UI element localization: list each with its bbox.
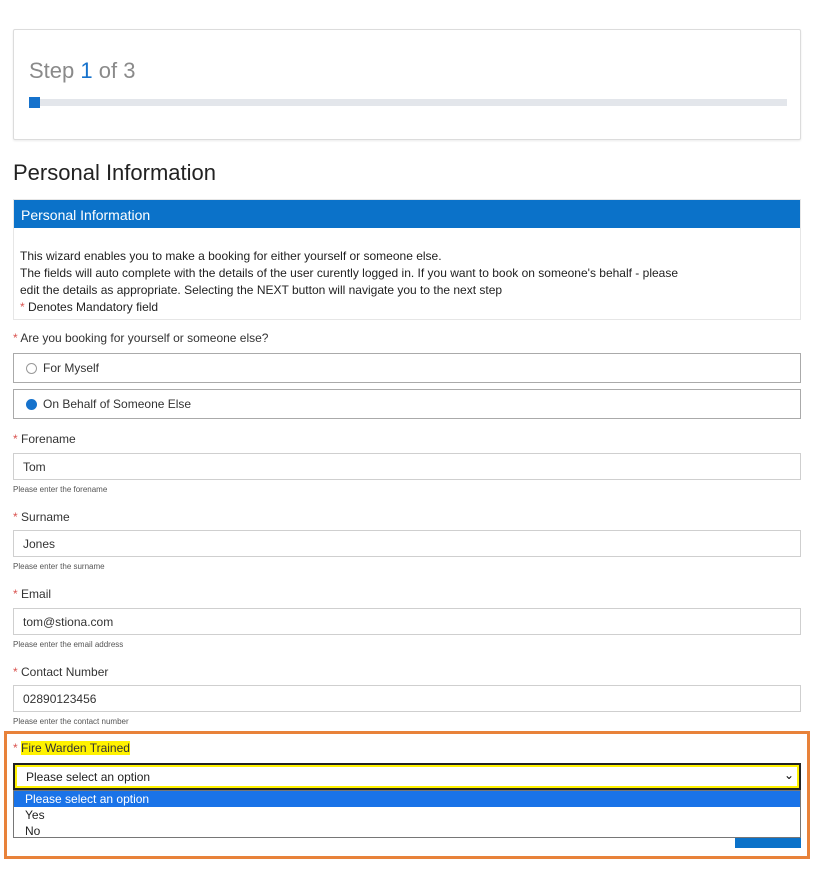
panel-body xyxy=(14,228,800,316)
contact-label-text: Contact Number xyxy=(21,665,109,679)
fire-warden-label xyxy=(13,741,130,755)
required-marker: * xyxy=(13,331,18,345)
required-marker: * xyxy=(13,510,18,524)
contact-label xyxy=(13,665,108,679)
fire-warden-dropdown xyxy=(13,790,801,838)
fire-warden-select[interactable] xyxy=(13,763,801,790)
surname-label xyxy=(13,510,70,524)
next-button[interactable] xyxy=(735,838,801,848)
mandatory-note-text: Denotes Mandatory field xyxy=(24,300,159,314)
required-marker: * xyxy=(13,665,18,679)
email-help: Please enter the email address xyxy=(13,640,124,649)
forename-help: Please enter the forename xyxy=(13,485,108,494)
required-marker: * xyxy=(20,300,25,314)
forename-label-text: Forename xyxy=(21,432,76,446)
step-separator: of xyxy=(92,58,124,83)
panel-header: Personal Information xyxy=(14,200,800,228)
required-marker: * xyxy=(13,432,18,446)
step-current: 1 xyxy=(80,58,93,83)
step-label: Step xyxy=(29,58,81,83)
email-input[interactable] xyxy=(13,608,801,635)
email-label-text: Email xyxy=(21,587,52,601)
required-marker: * xyxy=(13,741,18,755)
booking-question-text: Are you booking for yourself or someone else? xyxy=(20,331,269,345)
forename-input[interactable] xyxy=(13,453,801,480)
forename-label xyxy=(13,432,76,446)
radio-label: For Myself xyxy=(43,361,100,375)
contact-input[interactable] xyxy=(13,685,801,712)
fire-warden-label-text: Fire Warden Trained xyxy=(21,741,130,755)
radio-label: On Behalf of Someone Else xyxy=(43,397,192,411)
step-indicator xyxy=(29,58,135,84)
select-value: Please select an option xyxy=(26,770,151,784)
email-label xyxy=(13,587,51,601)
radio-for-myself[interactable] xyxy=(13,353,801,383)
panel-text-line: The fields will auto complete with the details of the user curently logged in. If you want to book on someone's behalf - please xyxy=(20,266,679,280)
dropdown-option[interactable]: No xyxy=(25,824,41,838)
booking-question xyxy=(13,331,268,345)
surname-input[interactable] xyxy=(13,530,801,557)
radio-checked-icon[interactable] xyxy=(26,399,37,410)
required-marker: * xyxy=(13,587,18,601)
progress-card xyxy=(13,29,801,140)
surname-help: Please enter the surname xyxy=(13,562,105,571)
surname-label-text: Surname xyxy=(21,510,70,524)
chevron-down-icon[interactable]: ⌄ xyxy=(783,768,794,782)
info-panel xyxy=(13,199,801,320)
dropdown-option[interactable]: Yes xyxy=(25,808,45,822)
dropdown-option[interactable]: Please select an option xyxy=(14,791,800,807)
progress-bar xyxy=(29,99,787,106)
page-title: Personal Information xyxy=(13,160,216,185)
radio-unchecked-icon[interactable] xyxy=(26,363,37,374)
panel-text-line: edit the details as appropriate. Selecting the NEXT button will navigate you to the next step xyxy=(20,283,503,297)
contact-help: Please enter the contact number xyxy=(13,717,129,726)
mandatory-note xyxy=(20,299,794,316)
step-total: 3 xyxy=(123,58,136,83)
panel-text-line: This wizard enables you to make a booking for either yourself or someone else. xyxy=(20,249,442,263)
radio-on-behalf[interactable] xyxy=(13,389,801,419)
progress-bar-fill xyxy=(29,97,40,108)
